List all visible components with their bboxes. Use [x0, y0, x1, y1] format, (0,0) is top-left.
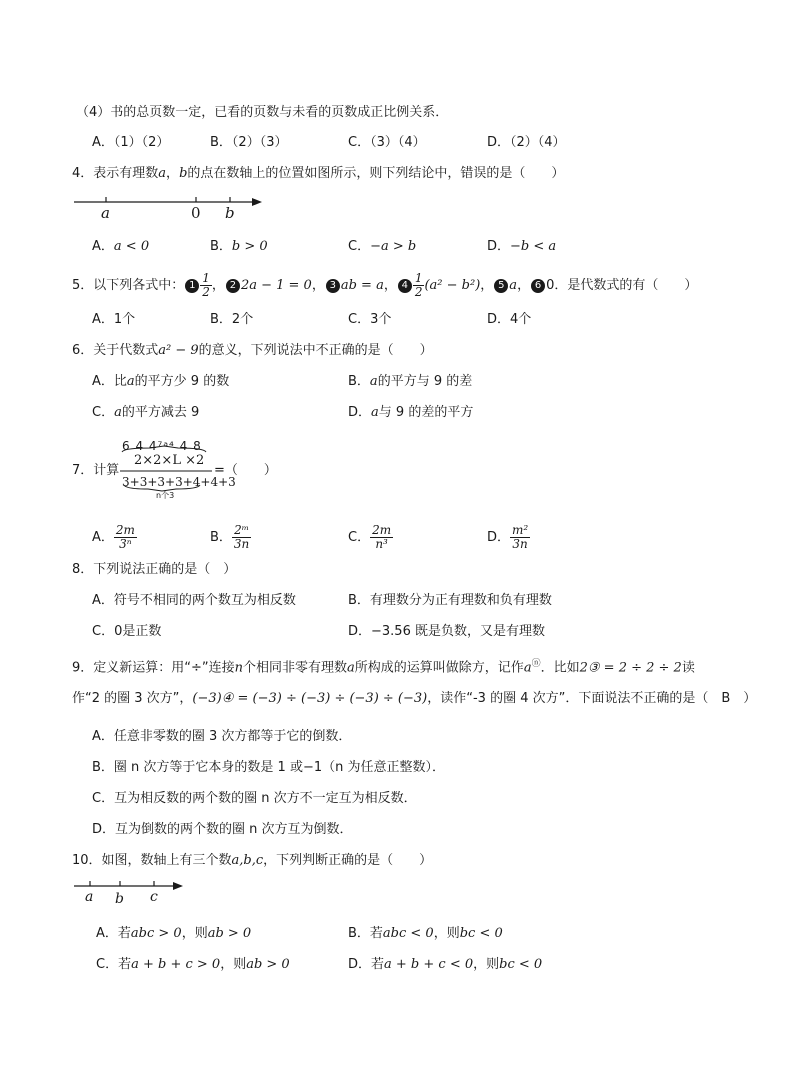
q9-option-c[interactable]: C．互为相反数的两个数的圈 n 次方不一定互为相反数．	[92, 791, 417, 806]
q9-stem-line-2: 作“2 的圈 3 次方”，(−3)④ = (−3) ÷ (−3) ÷ (−3) ÷ (−3)，读作“-3 的圈 4 次方”．下面说法不正确的是（ B ）	[72, 691, 757, 706]
q10-option-a[interactable]: A．若abc > 0，则ab > 0	[96, 926, 252, 941]
q8-stem: 8．下列说法正确的是（ ）	[72, 562, 237, 577]
q8-option-a[interactable]: A．符号不相同的两个数互为相反数	[92, 593, 296, 608]
q9-option-a[interactable]: A．任意非零数的圈 3 次方都等于它的倒数．	[92, 729, 352, 744]
q10-option-d[interactable]: D．若a + b + c < 0，则bc < 0	[348, 957, 543, 972]
q10-axis-label-b: b	[115, 891, 124, 907]
q5-option-b[interactable]: B．2个	[210, 312, 254, 327]
q8-option-d[interactable]: D．−3.56 既是负数，又是有理数	[348, 624, 545, 639]
q4-axis-label-0: 0	[191, 204, 201, 222]
q4-option-d[interactable]: D．−b < a	[487, 239, 557, 254]
q5-option-c[interactable]: C．3个	[348, 312, 392, 327]
q6-option-c[interactable]: C．a的平方减去 9	[92, 405, 200, 420]
q4-stem: 4．表示有理数a，b的点在数轴上的位置如图所示，则下列结论中，错误的是（ ）	[72, 166, 565, 181]
q8-option-b[interactable]: B．有理数分为正有理数和负有理数	[348, 593, 552, 608]
q10-option-b[interactable]: B．若abc < 0，则bc < 0	[348, 926, 503, 941]
q7-stem: 7．计算	[72, 463, 120, 478]
q3-option-a[interactable]: A．（1）（2）	[92, 135, 170, 150]
q7-option-b[interactable]: B． $\frac{\text{2ᵐ}}{3n}$	[210, 523, 250, 551]
q5-stem: 5．以下列各式中： 1 $\frac{1}{2}$ ， 2 2a − 1 = 0， 3 ab = a， 4 $\frac{1}{2}$ (a² − b²)， 5 a， 6 0．是代数式的有（ ）	[72, 271, 698, 299]
circled-2: 2	[226, 279, 240, 293]
q7-stem-end: =（ ）	[214, 463, 277, 478]
q6-option-d[interactable]: D．a与 9 的差的平方	[348, 405, 474, 420]
q6-option-a[interactable]: A．比a的平方少 9 的数	[92, 374, 230, 389]
q10-axis-label-a: a	[85, 889, 94, 905]
circled-3: 3	[326, 279, 340, 293]
q6-option-b[interactable]: B．a的平方与 9 的差	[348, 374, 473, 389]
q10-stem: 10．如图，数轴上有三个数a,b,c，下列判断正确的是（ ）	[72, 853, 433, 868]
circled-6: 6	[531, 279, 545, 293]
q5-option-d[interactable]: D．4个	[487, 312, 532, 327]
q7-denominator: 3+3+3+3+4+4+3	[122, 475, 236, 489]
q7-option-c[interactable]: C． $\frac{2m}{\text{n³}}$	[348, 523, 392, 551]
circled-1: 1	[185, 279, 199, 293]
q8-option-c[interactable]: C．0是正数	[92, 624, 162, 639]
q7-option-d[interactable]: D． $\frac{\text{m²}}{3n}$	[487, 523, 529, 551]
q10-axis-label-c: c	[150, 889, 158, 905]
q7-numerator: 2×2×L ×2	[134, 453, 205, 468]
q3-option-c[interactable]: C．（3）（4）	[348, 135, 426, 150]
q9-option-d[interactable]: D．互为倒数的两个数的圈 n 次方互为倒数．	[92, 822, 353, 837]
q4-option-a[interactable]: A．a < 0	[92, 239, 150, 254]
q7-option-a[interactable]: A． $\frac{2m}{\text{3ⁿ}}$	[92, 523, 135, 551]
q4-option-c[interactable]: C．−a > b	[348, 239, 417, 254]
q7-denominator-underbrace-label: n个3	[156, 491, 175, 500]
q5-option-a[interactable]: A．1个	[92, 312, 136, 327]
q9-stem-line-1: 9．定义新运算：用“÷”连接n个相同非零有理数a所构成的运算叫做除方，记作aⓝ．比如2③ = 2 ÷ 2 ÷ 2读	[72, 659, 695, 676]
q6-stem: 6．关于代数式a² − 9的意义，下列说法中不正确的是（ ）	[72, 343, 433, 358]
q4-axis-label-b: b	[225, 204, 235, 222]
circled-5: 5	[494, 279, 508, 293]
q7-overbrace-label: 6 4 4⁷ᵃ⁴ 4 8	[122, 439, 202, 453]
q3-option-b[interactable]: B．（2）（3）	[210, 135, 288, 150]
circled-4: 4	[398, 279, 412, 293]
q9-option-b[interactable]: B．圈 n 次方等于它本身的数是 1 或−1（n 为任意正整数）．	[92, 760, 445, 775]
q4-option-b[interactable]: B．b > 0	[210, 239, 268, 254]
q10-option-c[interactable]: C．若a + b + c > 0，则ab > 0	[96, 957, 290, 972]
q4-axis-label-a: a	[101, 204, 110, 222]
q3-option-d[interactable]: D．（2）（4）	[487, 135, 566, 150]
q3-statement-4: （4）书的总页数一定，已看的页数与未看的页数成正比例关系．	[76, 105, 449, 120]
